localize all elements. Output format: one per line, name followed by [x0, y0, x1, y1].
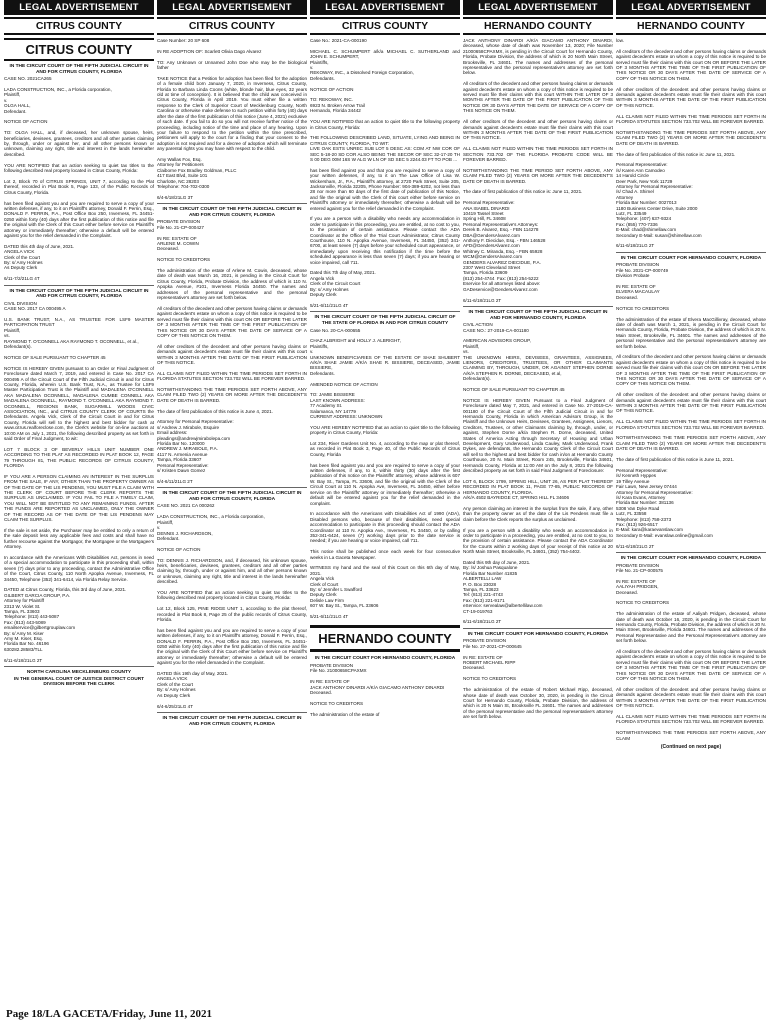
section-band: LEGAL ADVERTISEMENT: [463, 0, 613, 15]
notice-divider: [157, 712, 307, 713]
notice-court-heading: IN THE CIRCUIT COURT OF THE FIFTH JUDICIAL CIRCUIT IN AND FOR CITRUS COUNTY, FLORIDA: [9, 288, 149, 300]
notice-body: Case No. 20-CA-000655 CHAZ ALBRIGHT and HOLLY J. ALBRIGHT, Plaintiffs, v. UNKNOWN BENEFICIARIES OF THE ESTATE OF SHAE SHUBERT A/K/A SHAE JAMIE A/K/A SHAE R. BISSIERE, DECEASED, JAMIE BISSIERE, Defendants. AMENDED NOTICE OF ACTION TO: JAMIE BISSIERE LAST KNOWN ADDRESS: 77 Academy St. Salamanca, NY 14779 CURRENT ADDRESS: UNKNOWN YOU ARE HEREBY NOTIFIED that an action to quiet title to the following property in Citrus County, Florida: Lot 234, River Gardens Unit No. 4, according to the map or plat thereof, as recorded in Plat Book 3, Page 40, of the Public Records of Citrus County, Florida has been filed against you and you are required to serve a copy of your written defenses, if any, to it, within thirty (30) days after the first publication of this notice on the Plaintiffs' attorney, whose address is 607 W. Bay St., Tampa, FL 33606, and file the original with the Clerk of the Circuit Court at 110 N. Apopka Ave, Inverness, FL 34450, either before service on the Plaintiffs' attorney or immediately thereafter; otherwise a default will be entered against you for the relief demanded in the complaint. In accordance with the Americans with Disabilities Act of 1990 (ADA), Disabled persons who, because of their disabilities, need special accommodation to participate in this proceeding should contact the ADA Coordinator at 110 N. Apopka Ave., Inverness, FL 34450, or by calling 352-341-6424, seven (7) working days prior to the date service is needed; if you are hearing or voice impaired, call 711. This notice shall be published once each week for four consecutive weeks in La Gaceta Newspaper. WITNESS my hand and the seal of this Court on this 6th day of May, 2021. Angela Vick Clerk of Court By: s/ Jennifer L Swafford Deputy Clerk Delisle Law Firm 607 W. Bay St., Tampa, FL 33606 5/21-6/11/21LG 4T: [310, 327, 460, 620]
notice-court-heading: IN THE CIRCUIT COURT OF THE FIFTH JUDICIAL CIRCUIT IN AND FOR CITRUS COUNTY, FLORIDA: [162, 207, 302, 218]
notice-body: PROBATE DIVISION File No. 21-CP-000575 IN RE: ESTATE OF AALIYAH PRIDGEN, Deceased. NOTICE TO CREDITORS The administration of the estate of Aaliyah Pridgen, deceased, whose date of death was October 16, 2020, is pending in the Circuit Court for Hernando County, Florida, Probate Division, the address of which is 20 N. Main Street, Brooksville, Florida 34601. The names and addresses of the Personal Representative and the Personal Representative's attorney are set forth below. All creditors of the decedent and other persons having claims or demands against decedent's estate on whom a copy of this notice is required to be served must file their claims with this court ON OR BEFORE THE LATER OF 3 MONTHS AFTER THE TIME OF THE FIRST PUBLICATION OF THIS NOTICE OR 30 DAYS AFTER THE DATE OF SERVICE OF A COPY OF THIS NOTICE ON THEM. All other creditors of the decedent and other persons having claims or demands against decedent's estate must file their claims with this court WITHIN 3 MONTHS AFTER THE DATE OF THE FIRST PUBLICATION OF THIS NOTICE. ALL CLAIMS NOT FILED WITHIN THE TIME PERIODS SET FORTH IN FLORIDA STATUTES SECTION 733.702 WILL BE FOREVER BARRED. NOTWITHSTANDING THE TIME PERIODS SET FORTH ABOVE, ANY CLAIM: [616, 562, 766, 741]
notice-court-heading: IN THE CIRCUIT COURT OF THE FIFTH JUDICIAL CIRCUIT IN AND FOR HERNANDO COUNTY, FLORIDA: [468, 309, 608, 321]
notice-divider: [310, 311, 460, 312]
notice-divider: [157, 487, 307, 488]
notice-court-heading: IN THE CIRCUIT COURT OF THE FIFTH JUDICIAL CIRCUIT IN AND FOR CITRUS COUNTY, FLORIDA: [162, 715, 302, 727]
county-heading: CITRUS COUNTY: [4, 17, 154, 35]
notice-divider: [616, 252, 766, 253]
notice-divider: [157, 203, 307, 204]
notice-body: PROBATE DIVISION File No. 21-CP-000427 IN RE: ESTATE OF ARLENE M. COWIN Deceased. NOTICE TO CREDITORS The administration of the estate of Arlene M. Cowin, deceased, whose date of death was March 16, 2021, is pending in the Circuit Court for Citrus County, Florida, Probate Division, the address of which is 110 N. Apopka Avenue, #101, Inverness Florida 34450. The names and addresses of the personal representative and the personal representative's attorney are set forth below. All creditors of the decedent and other persons having claims or demands against decedent's estate on whom a copy of this notice is required to be served must file their claims with this court ON OR BEFORE THE LATER OF 3 MONTHS AFTER THE TIME OF THE FIRST PUBLICATION OF THIS NOTICE OR 30 DAYS AFTER THE DATE OF SERVICE OF A COPY OF THIS NOTICE ON THEM. All other creditors of the decedent and other persons having claims or demands against decedent's estate must file their claims with this court WITHIN 3 MONTHS AFTER THE DATE OF THE FIRST PUBLICATION OF THIS NOTICE. ALL CLAIMS NOT FILED WITHIN THE TIME PERIODS SET FORTH IN FLORIDA STATUTES SECTION 733.702 WILL BE FOREVER BARRED. NOTWITHSTANDING THE TIME PERIODS SET FORTH ABOVE, ANY CLAIM FILED TWO (2) YEARS OR MORE AFTER THE DECEDENT'S DATE OF DEATH IS BARRED. The date of first publication of this notice is June 4, 2021. Attorney for Personal Representative: s/ Andrew J. Mirabole, Esquire Email address: pleadings@andrewjmirabolepa.com Florida Bar No. 120000 ANDREW J. MIRABOLE, P.A. 4117 N. Armenia Avenue Tampa, Florida 33607 Personal Representative: s/ Kristen Dawn Gomez 6/4-6/11/21LG 2T: [157, 219, 307, 484]
notice-body: CIVIL DIVISION CASE NO. 2017 CA 000495 A U.S. BANK TRUST, N.A., AS TRUSTEE FOR LSF9 MASTER PARTICIPATION TRUST Plaintiff, vs. RAYMOND T. O'CONNELL AKA RAYMOND T. OCONNELL, et al., Defendant(s). NOTICE OF SALE PURSUANT TO CHAPTER 45 NOTICE IS HEREBY GIVEN pursuant to an Order or Final Judgment of Foreclosure dated March 7, 2019, and entered in Case No. 2017 CA 000495 A of the Circuit Court of the Fifth Judicial Circuit in and for Citrus County, Florida, wherein U.S. Bank Trust, N.A., as Trustee for LSF9 Master Participation Trust is the Plaintiff and MADALENA O'CONNELL AKA MADALENA OCONNELL, MADALENA CUMBE CONNELL AKA MADALENA OCONNELL, RAYMOND T. O'CONNELL AKA RAYMOND T. OCONNELL, REGIONS BANK, SUGARMILL WOODS CIVIC ASSOCIATION, INC., and CITRUS COUNTY CLERK OF COURTS the Defendants. Angela Vick, Clerk of the Circuit Court in and for Citrus County, Florida will sell to the highest and best bidder for cash at www.citrus.realforeclose.com, the Clerk's website for on-line auctions at 10:00 AM on July 1, 2021, the following described property as set forth in said Order of Final Judgment, to wit: LOT 7 BLOCK 3 OF BEVERLY HILLS UNIT NUMBER ONE ACCORDING TO THE PLAT AS RECORDED IN PLAT BOOK 12, PAGE 79 THROUGH 81, THE PUBLIC RECORDS OF CITRUS COUNTY, FLORIDA IF YOU ARE A PERSON CLAIMING AN INTEREST IN THE SURPLUS FROM THE SALE, IF ANY, OTHER THAN THE PROPERTY OWNER AS OF THE DATE OF THE LIS PENDENS, YOU MUST FILE A CLAIM WITH THE CLERK OF COURT BEFORE THE CLERK REPORTS THE SURPLUS AS UNCLAIMED. IF YOU FAIL TO FILE A TIMELY CLAIM, YOU WILL NOT BE ENTITLED TO ANY REMAINING FUNDS. AFTER THE FUNDS ARE REPORTED AS UNCLAIMED, ONLY THE OWNER OF THE RECORD AS OF THE DATE OF THE LIS PENDENS MAY CLAIM THE SURPLUS. If the sale is set aside, the Purchaser may be entitled to only a return of the sale deposit less any applicable fees and costs and shall have no further recourse against the Mortgagor, the Mortgagee or the Mortgagee's Attorney. In accordance with the Americans With Disabilities Act, persons in need of a special accommodation to participate in this proceeding shall, within seven (7) days prior to any proceeding, contact the Administrative Office of the Court, Citrus County, 110 North Apopka Avenue, Inverness, FL 34450, Telephone (352) 341-6414, via Florida Relay Service. DATED at Citrus County, Florida, this 3rd day of June, 2021. GILBERT GARCIA GROUP, P.A. Attorney for Plaintiff 2313 W. Violet St. Tampa, FL 33603 Telephone: (813) 443-5087 Fax: (813) 443-5089 emailservice@gilbertgrouplaw.com By: s/ Amy M. Kiser Amy M. Kiser, Esq. Florida Bar No. 46196 630282.28583/TLL 6/11-6/18/21LG 2T: [4, 300, 154, 663]
notice-body: IN THE GENERAL COURT OF JUSTICE DISTRICT COURT DIVISION BEFORE THE CLERK: [13, 676, 145, 688]
column-1: [4, 0, 154, 1004]
page-footer: Page 18/LA GACETA/Friday, June 11, 2021: [6, 1008, 213, 1020]
section-band: LEGAL ADVERTISEMENT: [4, 0, 154, 15]
notice-court-heading: IN THE CIRCUIT COURT OF THE FIFTH JUDICIAL CIRCUIT IN AND FOR CITRUS COUNTY, FLORIDA: [9, 64, 149, 75]
notice-court-heading: IN THE CIRCUIT COURT OF THE FIFTH JUDICIAL CIRCUIT IN AND FOR CITRUS COUNTY, FLORIDA: [162, 491, 302, 502]
column-5: [616, 0, 766, 1004]
notice-body: CASE NO. 2021 CA 000262 LADA CONSTRUCTION, INC., a Florida corporation, Plaintiff, v. DENNIS J. RICHARDSON, Defendant. NOTICE OF ACTION TO: DENNIS J. RICHARDSON, and, if deceased, his unknown spouse, heirs, beneficiaries, devisees, grantees, creditors and all other parties claiming by, through, under or against him, and all other persons known or unknown, claiming any right, title and interest in the lands hereinafter described. YOU ARE NOTIFIED that an action seeking to quiet tax titles to the following described real property located in Citrus County, Florida: Lot 12, Block 125, PINE RIDGE UNIT 1, according to the plat thereof, recorded in Plat Book 8, Page 25 of the public records of Citrus County, Florida. has been filed against you and you are required to serve a copy of your written defenses, if any, to it on Plaintiff's attorney, Donald F. Perrin, Esq., DONALD F. PERRIN, P.A., Post Office Box 250, Inverness, FL 34451-0250 within forty (40) days after the first publication of this notice and file the original with the Clerk of this Court either before service on Plaintiff's attorney or immediately thereafter; otherwise a default will be entered against you for the relief demanded in the Complaint. DATED this 19th day of May, 2021. ANGELA VICK Clerk of the Court By: s/ Amy Holmes As Deputy Clerk 6/4-6/25/21LG 4T: [157, 503, 307, 709]
notice-divider: [616, 552, 766, 553]
notice-court-heading: IN THE CIRCUIT COURT FOR HERNANDO COUNTY, FLORIDA: [620, 555, 762, 561]
notice-body: low. All creditors of the decedent and other persons having claims or demands against decedent's estate on whom a copy of this notice is required to be served must file their claims with this court ON OR BEFORE THE LATER OF 3 MONTHS AFTER THE TIME OF THE FIRST PUBLICATION OF THIS NOTICE OR 30 DAYS AFTER THE DATE OF SERVICE OF A COPY OF THIS NOTICE ON THEM. All other creditors of the decedent and other persons having claims or demands against decedent's estate must file their claims with this court WITHIN 3 MONTHS AFTER THE DATE OF THE FIRST PUBLICATION OF THIS NOTICE. ALL CLAIMS NOT FILED WITHIN THE TIME PERIODS SET FORTH IN FLORIDA STATUTES SECTION 733.702 WILL BE FOREVER BARRED. NOTWITHSTANDING THE TIME PERIODS SET FORTH ABOVE, ANY CLAIM FILED TWO (2) YEARS OR MORE AFTER THE DECEDENT'S DATE OF DEATH IS BARRED. The date of first publication of this notice is: June 11, 2021. Personal Representative: /s/ Karen Ann Camodeo 14 Harold Circle Deer Park, New York 11729 Attorney for Personal Representative: /s/ Chad A. Shimel Attorney Florida Bar Number: 0027013 1180 Business Center Drive, Suite 2000 Lutz, FL 33549 Telephone: (407) 637-9324 Fax: (855) 770-7336 E-Mail: chad@shimellaw.com Secondary E-Mail: susan@shimellaw.com 6/11-6/18/21LG 2T: [616, 38, 766, 249]
county-heading: CITRUS COUNTY: [157, 17, 307, 35]
notice-court-heading: IN THE CIRCUIT COURT FOR HERNANDO COUNTY, FLORIDA: [620, 255, 762, 261]
notice-court-heading: NORTH CAROLINA MECKLENBURG COUNTY: [26, 670, 132, 676]
county-heading: HERNANDO COUNTY: [463, 17, 613, 35]
column-2: [157, 0, 307, 1004]
notice-court-heading: IN THE CIRCUIT COURT FOR HERNANDO COUNTY, FLORIDA: [467, 631, 609, 637]
notice-divider: [4, 285, 154, 286]
notice-divider: [4, 666, 154, 667]
section-band: LEGAL ADVERTISEMENT: [157, 0, 307, 15]
notice-court-heading: IN THE CIRCUIT COURT OF THE FIFTH JUDICIAL CIRCUIT OF THE STATE OF FLORIDA IN AND FOR CITRUS COUNTY: [314, 315, 456, 326]
continued-note: (Continued on next page): [660, 743, 722, 750]
notice-divider: [463, 306, 613, 307]
notice-body: JACK ANTHONY DINARDI A/K/A GIACAMO ANTHONY DINARDI, deceased, whose date of death was November 13, 2020; File Number 21000658CPAXMX, is pending in the Circuit Court for Hernando County, Florida, Probate Division, the address of which is 20 North Main Street, Brooksville, FL 34601. The names and addresses of the personal representative and the personal representative's attorney are set forth below. All creditors of the decedent and other persons having claims or demands against decedent's estate on whom a copy of this notice is required to be served must file their claims with this court WITHIN THE LATER OF 3 MONTHS AFTER THE DATE OF THE FIRST PUBLICATION OF THIS NOTICE OR 30 DAYS AFTER THE DATE OF SERVICE OF A COPY OF THIS NOTICE ON THEM. All other creditors of the decedent and other persons having claims or demands against decedent's estate must file their claims with this court WITHIN 3 MONTHS AFTER THE DATE OF THE FIRST PUBLICATION OF THIS NOTICE. ALL CLAIMS NOT FILED WITHIN THE TIME PERIODS SET FORTH IN SECTION 733.702 OF THE FLORIDA PROBATE CODE WILL BE FOREVER BARRED. NOTWITHSTANDING THE TIME PERIOD SET FORTH ABOVE, ANY CLAIM FILED TWO (2) YEARS OR MORE AFTER THE DECEDENT'S DATE OF DEATH IS BARRED. The date of first publication of this notice is: June 11, 2021. Personal Representative: ANA ISABEL DINARDI 10419 Tassel Street Spring Hill, FL 34608 Personal Representative's Attorneys: Derek B. Alvarez, Esq. - FBN 114278 DBA@GendersAlvarez.com Anthony F. Diecidue, Esq. - FBN 146528 AFD@GendersAlvarez.com Whitney C. Miranda, Esq. - FBN 65928 WCM@GendersAlvarez.com GENDERS ALVAREZ DIECIDUE, P.A. 2307 West Cleveland Street Tampa, Florida 33609 (813) 254-4744 Fax: (813) 254-5222 Eservice for all attorneys listed above: GADeservice@GendersAlvarez.com 6/11-6/18/21LG 2T: [463, 38, 613, 303]
notice-body: CASE NO. 2021CA265 LADA CONSTRUCTION, INC., a Florida corporation, Plaintiff, v. OLGA HALL, Defendant. NOTICE OF ACTION TO: OLGA HALL, and, if deceased, her unknown spouse, heirs, beneficiaries, devisees, grantees, creditors and all other parties claiming by, through, under or against her, and all other persons known or unknown, claiming any right, title and interest in the lands hereinafter described. YOU ARE NOTIFIED that an action seeking to quiet tax titles to the following described real property located in Citrus County, Florida: Lot 2, Block 70 of CITRUS SPRINGS, UNIT 7, according to the Plat thereof, recorded in Plat Book 5, Page 133, of the Public Records of Citrus County, Florida. has been filed against you and you are required to serve a copy of your written defenses, if any, to it on Plaintiff's attorney, Donald F. Perrin, Esq., DONALD F. PERRIN, P.A., Post Office Box 250, Inverness, FL 34451-0250 within forty (40) days after the first publication of this notice and file the original with the Clerk of this Court either before service on Plaintiff's attorney or immediately thereafter; otherwise a default will be entered against you for the relief demanded in the Complaint. DATED this 4th day of June, 2021. ANGELA VICK Clerk of the Court By: s/ Amy Holmes As Deputy Clerk 6/11-7/2/21LG 4T: [4, 76, 154, 282]
column-3: [310, 0, 460, 1004]
county-section-heading: HERNANDO COUNTY: [310, 625, 460, 652]
notice-body: Case Number: 20 SP 608 IN RE ADOPTION OF: Scarlett Olivia Dago Alvarez TO: Any Unknown or Unnamed John Doe who may be the biological father TAKE NOTICE that a Petition for adoption has been filed for the adoption of a female child born January 7, 2020, in Inverness, Citrus County, Florida to Barbara Linda Coons (white, blonde hair, blue eyes, 32 years old at time of conception). It is believed that the child was conceived in Citrus County, Florida in April 2019. You must either file a written response to the Clerk of Superior Court of Mecklenburg County, North Carolina or otherwise make defense to such petition within forty (40) days after the date of the first publication of this notice (June 4, 2021) exclusive of such date. If you fail to do so you will not receive further notice of the proceeding, including notice of the time and place of any hearing. Upon your failure to respond to the petition within the time prescribed, petitioners will apply to the court for a finding that your consent to the adoption is not required and for a decree of adoption which will terminate any parental rights you may have with respect to the child. Amy Wallas Fox, Esq. Attorney for Petitioners Claiborne Fox Bradley Goldman, PLLC 417 East Blvd, Suite 101 Charlotte, NC 28203 Telephone: 704-702-0300 6/4-6/18/21LG 3T: [157, 38, 307, 200]
notice-body: PROBATE DIVISION File No. 21000658CPAXMX IN RE: ESTATE OF JACK ANTHONY DINARDI A/K/A GIACAMO ANTHONY DINARDI Deceased. NOTICE TO CREDITORS The administration of the estate of: [310, 663, 445, 717]
county-heading: CITRUS COUNTY: [310, 17, 460, 35]
section-band: LEGAL ADVERTISEMENT: [616, 0, 766, 15]
notice-body: PROBATE DIVISION File No. 2021-CP-000749 Division Probate IN RE: ESTATE OF ELVERA MACAULAY Deceased. NOTICE TO CREDITORS The administration of the estate of Elvera MacGillivray, deceased, whose date of death was March 1, 2021, is pending in the Circuit Court for Hernando County, Florida, Probate Division, the address of which is 20 N. Main Street, Brooksville, FL 34601. The names and addresses of the personal representative and the personal representative's attorney are set forth below. All creditors of the decedent and other persons having claims or demands against decedent's estate on whom a copy of this notice is required to be served must file their claims with this court ON OR BEFORE THE LATER OF 3 MONTHS AFTER THE TIME OF THE FIRST PUBLICATION OF THIS NOTICE OR 30 DAYS AFTER THE DATE OF SERVICE OF A COPY OF THIS NOTICE ON THEM. All other creditors of the decedent and other persons having claims or demands against decedent's estate must file their claims with this court WITHIN 3 MONTHS AFTER THE DATE OF THE FIRST PUBLICATION OF THIS NOTICE. ALL CLAIMS NOT FILED WITHIN THE TIME PERIODS SET FORTH IN FLORIDA STATUTES SECTION 733.702 WILL BE FOREVER BARRED. NOTWITHSTANDING THE TIME PERIODS SET FORTH ABOVE, ANY CLAIM FILED TWO (2) YEARS OR MORE AFTER THE DECEDENT'S DATE OF DEATH IS BARRED. The date of first publication of this notice is June 11, 2021. Personal Representative: /s/ Kenneth Hyppes 19 Tilley Avenue Fair Lawn, New Jersey 07444 Attorney for Personal Representative: /s/ Kara Evans, Attorney Florida Bar Number: 381136 5308 Van Dyke Road Lutz, FL 33558 Telephone: (813) 758-2373 Fax: (813) 926-6517 E-Mail: kara@karaevanslaw.com Secondary E-Mail: evanslaw.online@gmail.com 6/11-6/18/21LG 2T: [616, 262, 766, 549]
notice-body: PROBATE DIVISION File No. 27-2021-CP-000645 IN RE: ESTATE OF ROBERT MICHAEL RIPP Deceased. NOTICE TO CREDITORS The administration of the estate of Robert Michael Ripp, deceased, whose date of death was October 30, 2020, is pending in the Circuit Court for Hernando County, Florida, Probate Division, the address of which is 20 N Main St, Brooksville FL 34601. The names and addresses of the personal representative and the personal representative's attorney are set forth below.: [463, 638, 613, 720]
county-heading: HERNANDO COUNTY: [616, 17, 766, 35]
notice-body: Case No.: 2021-CA-000190 MICHAEL C. SCHUMPERT a/k/a MICHAEL C. SUTHERLAND and JOHN E. SCHUMPERT, Plaintiffs, v. REKOWAY, INC., a Dissolved Foreign Corporation, Defendants. NOTICE OF ACTION TO: REKOWAY, INC. 6923 N. Broken Arrow Trail Hernando, Florida 34442 YOU ARE NOTIFIED that an action to quiet title to the following property in Citrus County, Florida: THE FOLLOWING DESCRIBED LAND, SITUATE, LYING AND BEING IN CITRUS COUNTY, FLORIDA, TO WIT: LIVE OAK ESTS UNREC SUB LOT 5 DESC AS: COM AT NW COR OF SEC 5-18-20 SD COR ALSO BEING THE SECOR OF SEC 32-17-20 TH S 00 DEG 00M 16S W ALG W LN OF SD SEC 5 2244.03 FT TO POB ... has been filed against you and that you are required to serve a copy of your written defenses, if any, to it on The Law Office of Lisa W. Wickersham, Jr., P.A., Plaintiff's attorney, at 2720 Park Street, Suite 205, Jacksonville, Florida 32205, Phone Number: 904-389-6202, not less than 28 nor more than 60 days of the first date of publication of this Notice, and file the original with the Clerk of this court either before service on Plaintiff's attorney or immediately thereafter; otherwise a default will be entered against you for the relief demanded in the Complaint. If you are a person with a disability who needs any accommodation in order to participate in this proceeding, you are entitled, at no cost to you, to the provision of certain assistance. Please contact the ADA Coordinator at the Office of the Trial Court Administrator, Citrus County Courthouse, 110 N. Apopka Avenue, Inverness, FL 34450, (352) 341-6700, at least seven (7) days before your scheduled court appearance, or immediately upon receiving this notification if the time before the scheduled appearance is less than seven (7) days; if you are hearing or voice impaired, call 711. Dated this 7th day of May, 2021. Angela Vick Clerk of the Circuit Court By: s/ Amy Holmes Deputy Clerk 5/21-6/11/21LG 4T: [310, 38, 460, 308]
notice-divider: [463, 628, 613, 629]
notice-court-heading: IN THE CIRCUIT COURT FOR HERNANDO COUNTY, FLORIDA: [314, 656, 456, 662]
column-4: [463, 0, 613, 1004]
county-heading-large: CITRUS COUNTY: [4, 38, 154, 61]
notice-body: CIVIL ACTION CASE NO.: 27-2019-CA-001180 AMERICAN ADVISORS GROUP, Plaintiff, vs. THE UNKNOWN HEIRS, DEVISEES, GRANTEES, ASSIGNEES, LIENORS, CREDITORS, TRUSTEES, OR OTHER CLAIMANTS CLAIMING BY, THROUGH, UNDER, OR AGAINST STEPHEN DORNE A/K/A STEPHEN R. DORNE, DECEASED, et al, Defendant(s). NOTICE OF SALE PURSUANT TO CHAPTER 45 NOTICE IS HEREBY GIVEN Pursuant to a Final Judgment of Foreclosure dated May 7, 2021, and entered in Case No. 27-2019-CA-001180 of the Circuit Court of the Fifth Judicial Circuit in and for Hernando County, Florida in which American Advisors Group, is the Plaintiff and the Unknown Heirs, Devisees, Grantees, Assignees, Lienors, Creditors, Trustees, or other Claimants claiming by, through, under, or against, Stephen Dorne a/k/a Stephen R. Dorne, deceased, United States of America Acting through Secretary of Housing and Urban Development, Gary Underwood, Linda Cauley, Mark Underwood, Frank Dykes, are defendants, the Hernando County Clerk of the Circuit Court will sell to the highest and best bidder for cash in/on at Hernando County Courthouse, 20 N. Main Street, Room 245, Brooksville, Florida 34601, Hernando County, Florida at 11:00 AM on the July 8, 2021 the following described property as set forth in said Final Judgment of Foreclosure: LOT 6, BLOCK 1799, SPRING HILL, UNIT 26, AS PER PLAT THEREOF RECORDED IN PLAT BOOK 11, PAGE 77-85, PUBLIC RECORDS OF HERNANDO COUNTY, FLORIDA. A/K/A 4502 BAYRIDGE CT, SPRING HILL FL 34606 Any person claiming an interest in the surplus from the sale, if any, other than the property owner as of the date of the Lis Pendens must file a claim before the Clerk reports the surplus as unclaimed. If you are a person with a disability who needs an accommodation in order to participate in a proceeding, you are entitled, at no cost to you, to the provision of certain assistance. Please contact the ADA Coordinator for the Courts within 2 working days of your receipt of this notice at 20 North Main Street, Brooksville, FL 34601, (352) 754-4402. Dated this 9th day of June, 2021. By: /s/ Joshua Pasqualone Florida Bar Number 41835 ALBERTELLI LAW P. O. Box 23028 Tampa, FL 33623 Tel: (813) 221-4743 Fax: (813) 221-9171 eService: servealaw@albertellilaw.com CT-19-019763 6/11-6/18/21LG 2T: [463, 322, 613, 625]
section-band: LEGAL ADVERTISEMENT: [310, 0, 460, 15]
